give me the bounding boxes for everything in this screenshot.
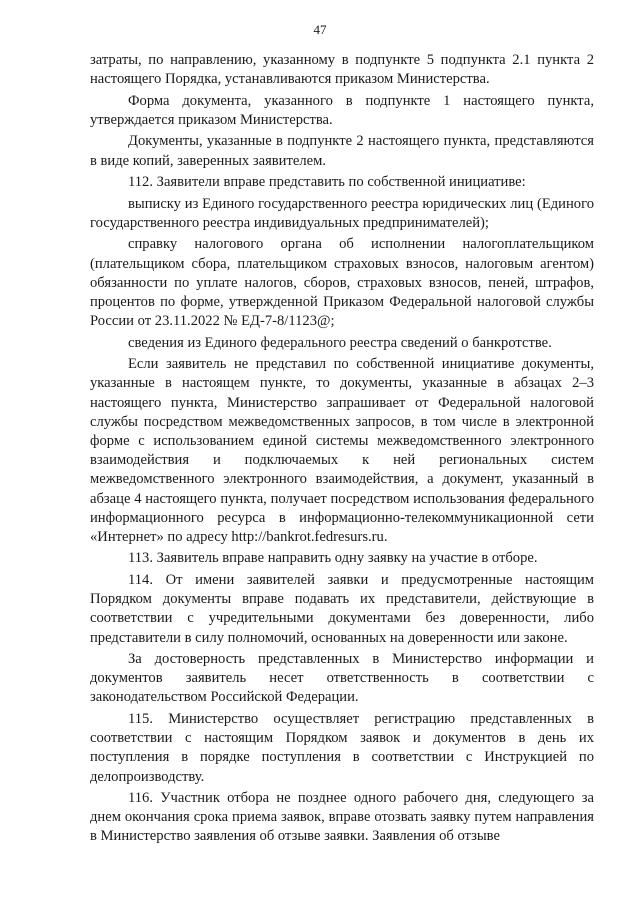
paragraph-document-form: Форма документа, указанного в подпункте 1 настоящего пункта, утверждается приказом Министерства.	[90, 92, 594, 128]
paragraph-item-114: 114. От имени заявителей заявки и предусмотренные настоящим Порядком документы вправе подавать их представители, действующие в соответствии с учредительными документами без доверенности, либо представители в силу полномочий, основанных на доверенности или законе.	[90, 571, 594, 646]
paragraph-cost-direction: затраты, по направлению, указанному в подпункте 5 подпункта 2.1 пункта 2 настоящего Порядка, устанавливаются приказом Министерства.	[90, 52, 594, 88]
paragraph-responsibility: За достоверность представленных в Министерство информации и документов заявитель несет ответственность в соответствии с законодательством Российской Федерации.	[90, 651, 594, 706]
paragraph-document-copies: Документы, указанные в подпункте 2 настоящего пункта, представляются в виде копий, заверенных заявителем.	[90, 133, 594, 169]
paragraph-item-115: 115. Министерство осуществляет регистрацию представленных в соответствии с настоящим Порядком заявок и документов в день их поступления в порядке поступления в соответствии с Инструкцией по делопроизводству.	[90, 710, 594, 785]
paragraph-item-113: 113. Заявитель вправе направить одну заявку на участие в отборе.	[128, 550, 538, 567]
paragraph-interagency-requests: Если заявитель не представил по собственной инициативе документы, указанные в настоящем пункте, то документы, указанные в абзацах 2–3 настоящего пункта, Министерство запрашивает от Федеральной налоговой службы посредством межведомственных запросов, в том числе в электронной форме с использованием единой системы межведомственного электронного взаимодействия и подключаемых к ней региональных систем межведомственного электронного взаимодействия, а документ, указанный в абзаце 4 настоящего пункта, получает посредством использования федерального информационного ресурса в информационно-телекоммуникационной сети «Интернет» по адресу http://bankrot.fedresurs.ru.	[90, 356, 594, 545]
paragraph-bankruptcy-info: сведения из Единого федерального реестра сведений о банкротстве.	[128, 334, 552, 351]
paragraph-item-112: 112. Заявители вправе представить по собственной инициативе:	[128, 174, 526, 191]
paragraph-registry-extract: выписку из Единого государственного реестра юридических лиц (Единого государственного реестра индивидуальных предпринимателей);	[90, 195, 594, 231]
page-number: 47	[313, 22, 327, 37]
paragraph-tax-certificate: справку налогового органа об исполнении налогоплательщиком (плательщиком сбора, плательщиком страховых взносов, налоговым агентом) обязанности по уплате налогов, сборов, страховых взносов, пеней, штрафов, процентов по форме, утвержденной Приказом Федеральной налоговой службы России от 23.11.2022 № ЕД-7-8/1123@;	[90, 236, 594, 330]
document-body	[90, 51, 594, 849]
paragraph-item-116: 116. Участник отбора не позднее одного рабочего дня, следующего за днем окончания срока приема заявок, вправе отозвать заявку путем направления в Министерство заявления об отзыве заявки. Заявления об отзыве	[90, 790, 594, 845]
